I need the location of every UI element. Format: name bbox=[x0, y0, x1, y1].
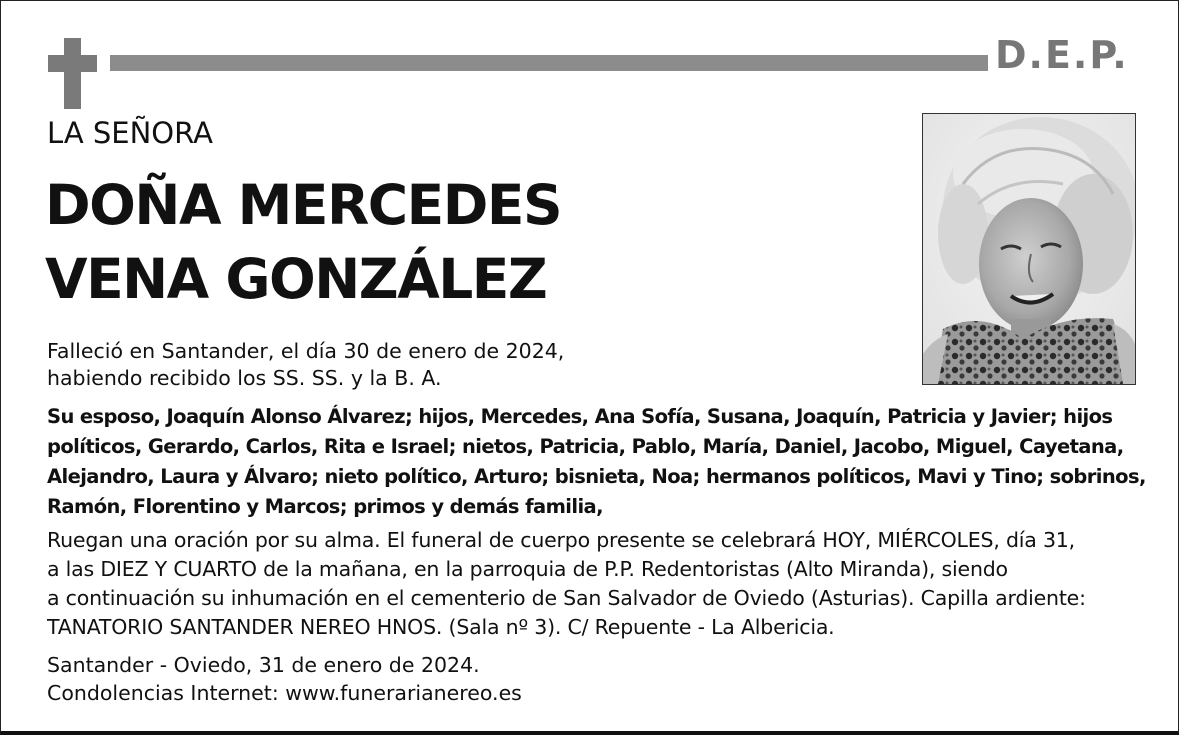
dep-label: D.E.P. bbox=[995, 33, 1129, 77]
condolences-link: Condolencias Internet: www.funerarianereo.es bbox=[47, 681, 522, 705]
death-notice bbox=[47, 338, 564, 392]
family-line4: Ramón, Florentino y Marcos; primos y demás familia, bbox=[47, 495, 603, 518]
family-line3: Alejandro, Laura y Álvaro; nieto político, Arturo; bisnieta, Noa; hermanos políticos, Mavi y Tino; sobrinos, bbox=[47, 465, 1146, 488]
funeral-line2: a las DIEZ Y CUARTO de la mañana, en la parroquia de P.P. Redentoristas (Alto Miranda), siendo bbox=[47, 557, 1008, 581]
funeral-details bbox=[47, 526, 1167, 642]
cross-icon bbox=[64, 38, 81, 109]
place-date: Santander - Oviedo, 31 de enero de 2024. bbox=[47, 653, 480, 677]
cross-icon-arm bbox=[48, 55, 97, 72]
family-line1: Su esposo, Joaquín Alonso Álvarez; hijos, Mercedes, Ana Sofía, Susana, Joaquín, Patricia y Javier; hijos bbox=[47, 405, 1113, 428]
funeral-line4: TANATORIO SANTANDER NEREO HNOS. (Sala nº 3). C/ Repuente - La Albericia. bbox=[47, 615, 835, 639]
family-list bbox=[47, 402, 1157, 522]
deceased-prefix: LA SEÑORA bbox=[47, 116, 213, 150]
deceased-name-line2: VENA GONZÁLEZ bbox=[45, 247, 547, 311]
death-notice-line1: Falleció en Santander, el día 30 de enero de 2024, bbox=[47, 339, 565, 363]
funeral-line3: a continuación su inhumación en el cementerio de San Salvador de Oviedo (Asturias). Capilla ardiente: bbox=[47, 586, 1086, 610]
portrait-photo bbox=[922, 113, 1136, 385]
family-line2: políticos, Gerardo, Carlos, Rita e Israel; nietos, Patricia, Pablo, María, Daniel, Jacobo, Miguel, Cayetana, bbox=[47, 435, 1124, 458]
deceased-name bbox=[45, 168, 561, 316]
footer bbox=[47, 651, 522, 707]
death-notice-line2: habiendo recibido los SS. SS. y la B. A. bbox=[47, 366, 442, 390]
deceased-name-line1: DOÑA MERCEDES bbox=[45, 173, 562, 237]
funeral-line1: Ruegan una oración por su alma. El funeral de cuerpo presente se celebrará HOY, MIÉRCOLES, día 31, bbox=[47, 528, 1075, 552]
header-rule bbox=[110, 55, 988, 71]
